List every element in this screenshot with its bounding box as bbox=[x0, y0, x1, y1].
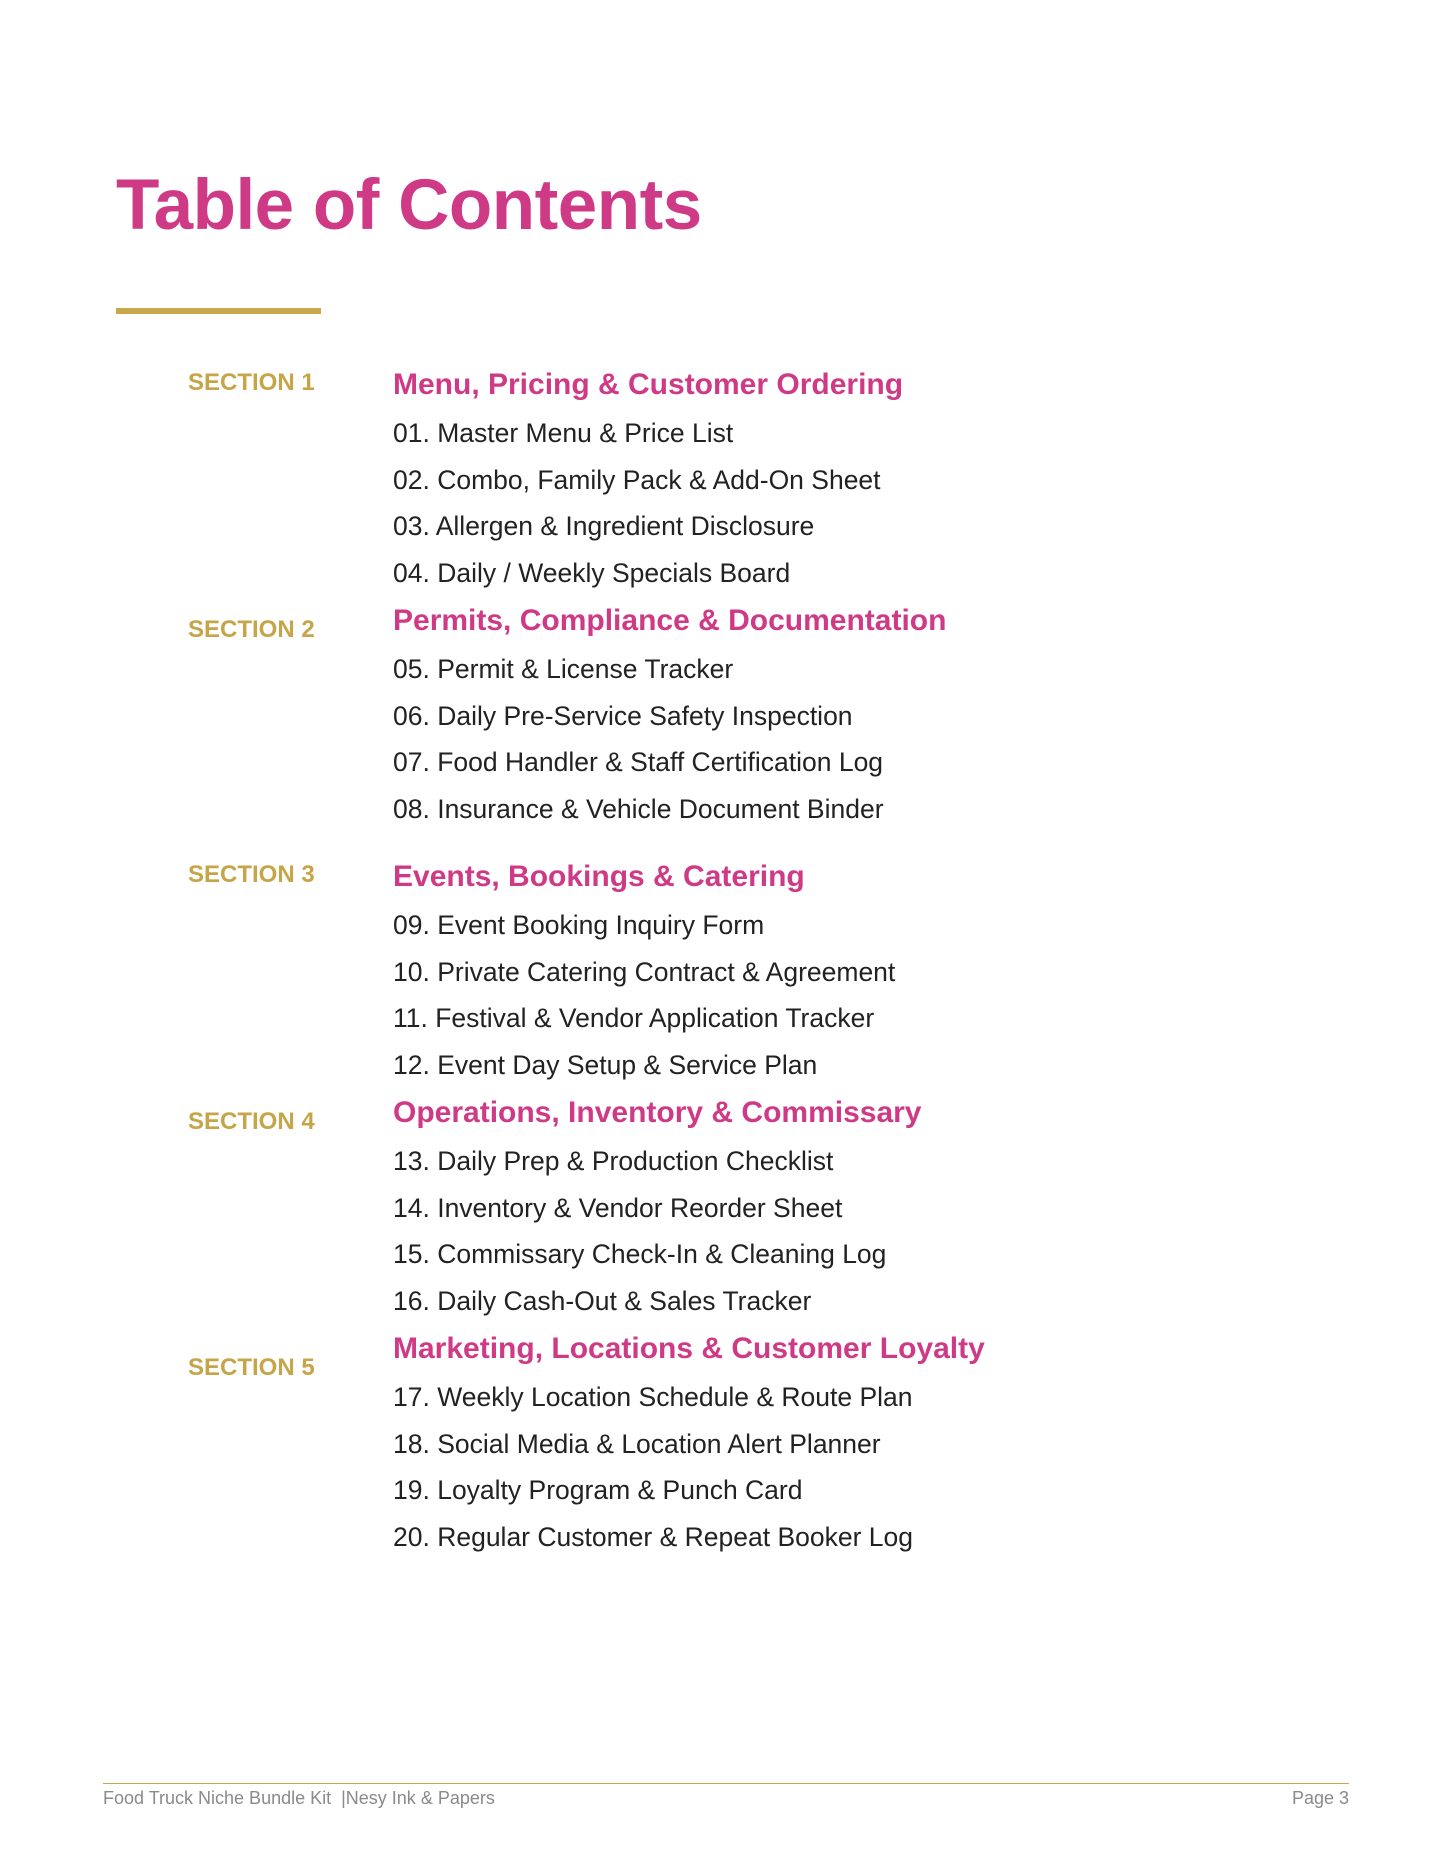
toc-item: 06. Daily Pre-Service Safety Inspection bbox=[393, 700, 853, 731]
toc-item: 04. Daily / Weekly Specials Board bbox=[393, 557, 791, 588]
section-title: Events, Bookings & Catering bbox=[393, 860, 805, 893]
section-item-list bbox=[393, 1148, 886, 1334]
toc-item: 15. Commissary Check-In & Cleaning Log bbox=[393, 1239, 887, 1269]
footer-page-number: Page 3 bbox=[1291, 1788, 1349, 1808]
toc-item: 20. Regular Customer & Repeat Booker Log bbox=[393, 1521, 913, 1552]
section-title: Marketing, Locations & Customer Loyalty bbox=[393, 1332, 985, 1365]
toc-item: 08. Insurance & Vehicle Document Binder bbox=[393, 793, 884, 824]
toc-item: 17. Weekly Location Schedule & Route Plan bbox=[393, 1382, 913, 1412]
footer-divider bbox=[103, 1783, 1349, 1784]
toc-item: 11. Festival & Vendor Application Tracker bbox=[393, 1003, 875, 1033]
toc-item: 18. Social Media & Location Alert Planner bbox=[393, 1428, 881, 1459]
section-label: SECTION 2 bbox=[188, 616, 315, 643]
toc-item: 14. Inventory & Vendor Reorder Sheet bbox=[393, 1192, 843, 1223]
section-label: SECTION 5 bbox=[188, 1354, 315, 1381]
toc-item: 02. Combo, Family Pack & Add-On Sheet bbox=[393, 464, 881, 495]
toc-item: 07. Food Handler & Staff Certification Log bbox=[393, 747, 884, 777]
toc-item: 19. Loyalty Program & Punch Card bbox=[393, 1475, 803, 1505]
section-title: Permits, Compliance & Documentation bbox=[393, 604, 947, 637]
toc-item: 10. Private Catering Contract & Agreement bbox=[393, 956, 896, 987]
section-item-list bbox=[393, 912, 895, 1098]
section-label: SECTION 3 bbox=[188, 861, 315, 888]
toc-item: 03. Allergen & Ingredient Disclosure bbox=[393, 511, 815, 541]
section-item-list bbox=[393, 1384, 913, 1570]
footer-document-title: Food Truck Niche Bundle Kit |Nesy Ink & Papers bbox=[103, 1788, 495, 1808]
toc-item: 09. Event Booking Inquiry Form bbox=[393, 910, 765, 940]
toc-item: 16. Daily Cash-Out & Sales Tracker bbox=[393, 1285, 812, 1316]
toc-item: 05. Permit & License Tracker bbox=[393, 654, 734, 684]
section-item-list bbox=[393, 420, 881, 606]
toc-item: 13. Daily Prep & Production Checklist bbox=[393, 1146, 834, 1176]
page-title: Table of Contents bbox=[116, 166, 702, 245]
section-label: SECTION 1 bbox=[188, 369, 315, 396]
section-title: Menu, Pricing & Customer Ordering bbox=[393, 368, 904, 401]
section-title: Operations, Inventory & Commissary bbox=[393, 1096, 922, 1129]
section-item-list bbox=[393, 656, 884, 842]
title-underline bbox=[116, 308, 321, 314]
section-label: SECTION 4 bbox=[188, 1108, 315, 1135]
toc-item: 12. Event Day Setup & Service Plan bbox=[393, 1049, 818, 1080]
toc-item: 01. Master Menu & Price List bbox=[393, 418, 734, 448]
